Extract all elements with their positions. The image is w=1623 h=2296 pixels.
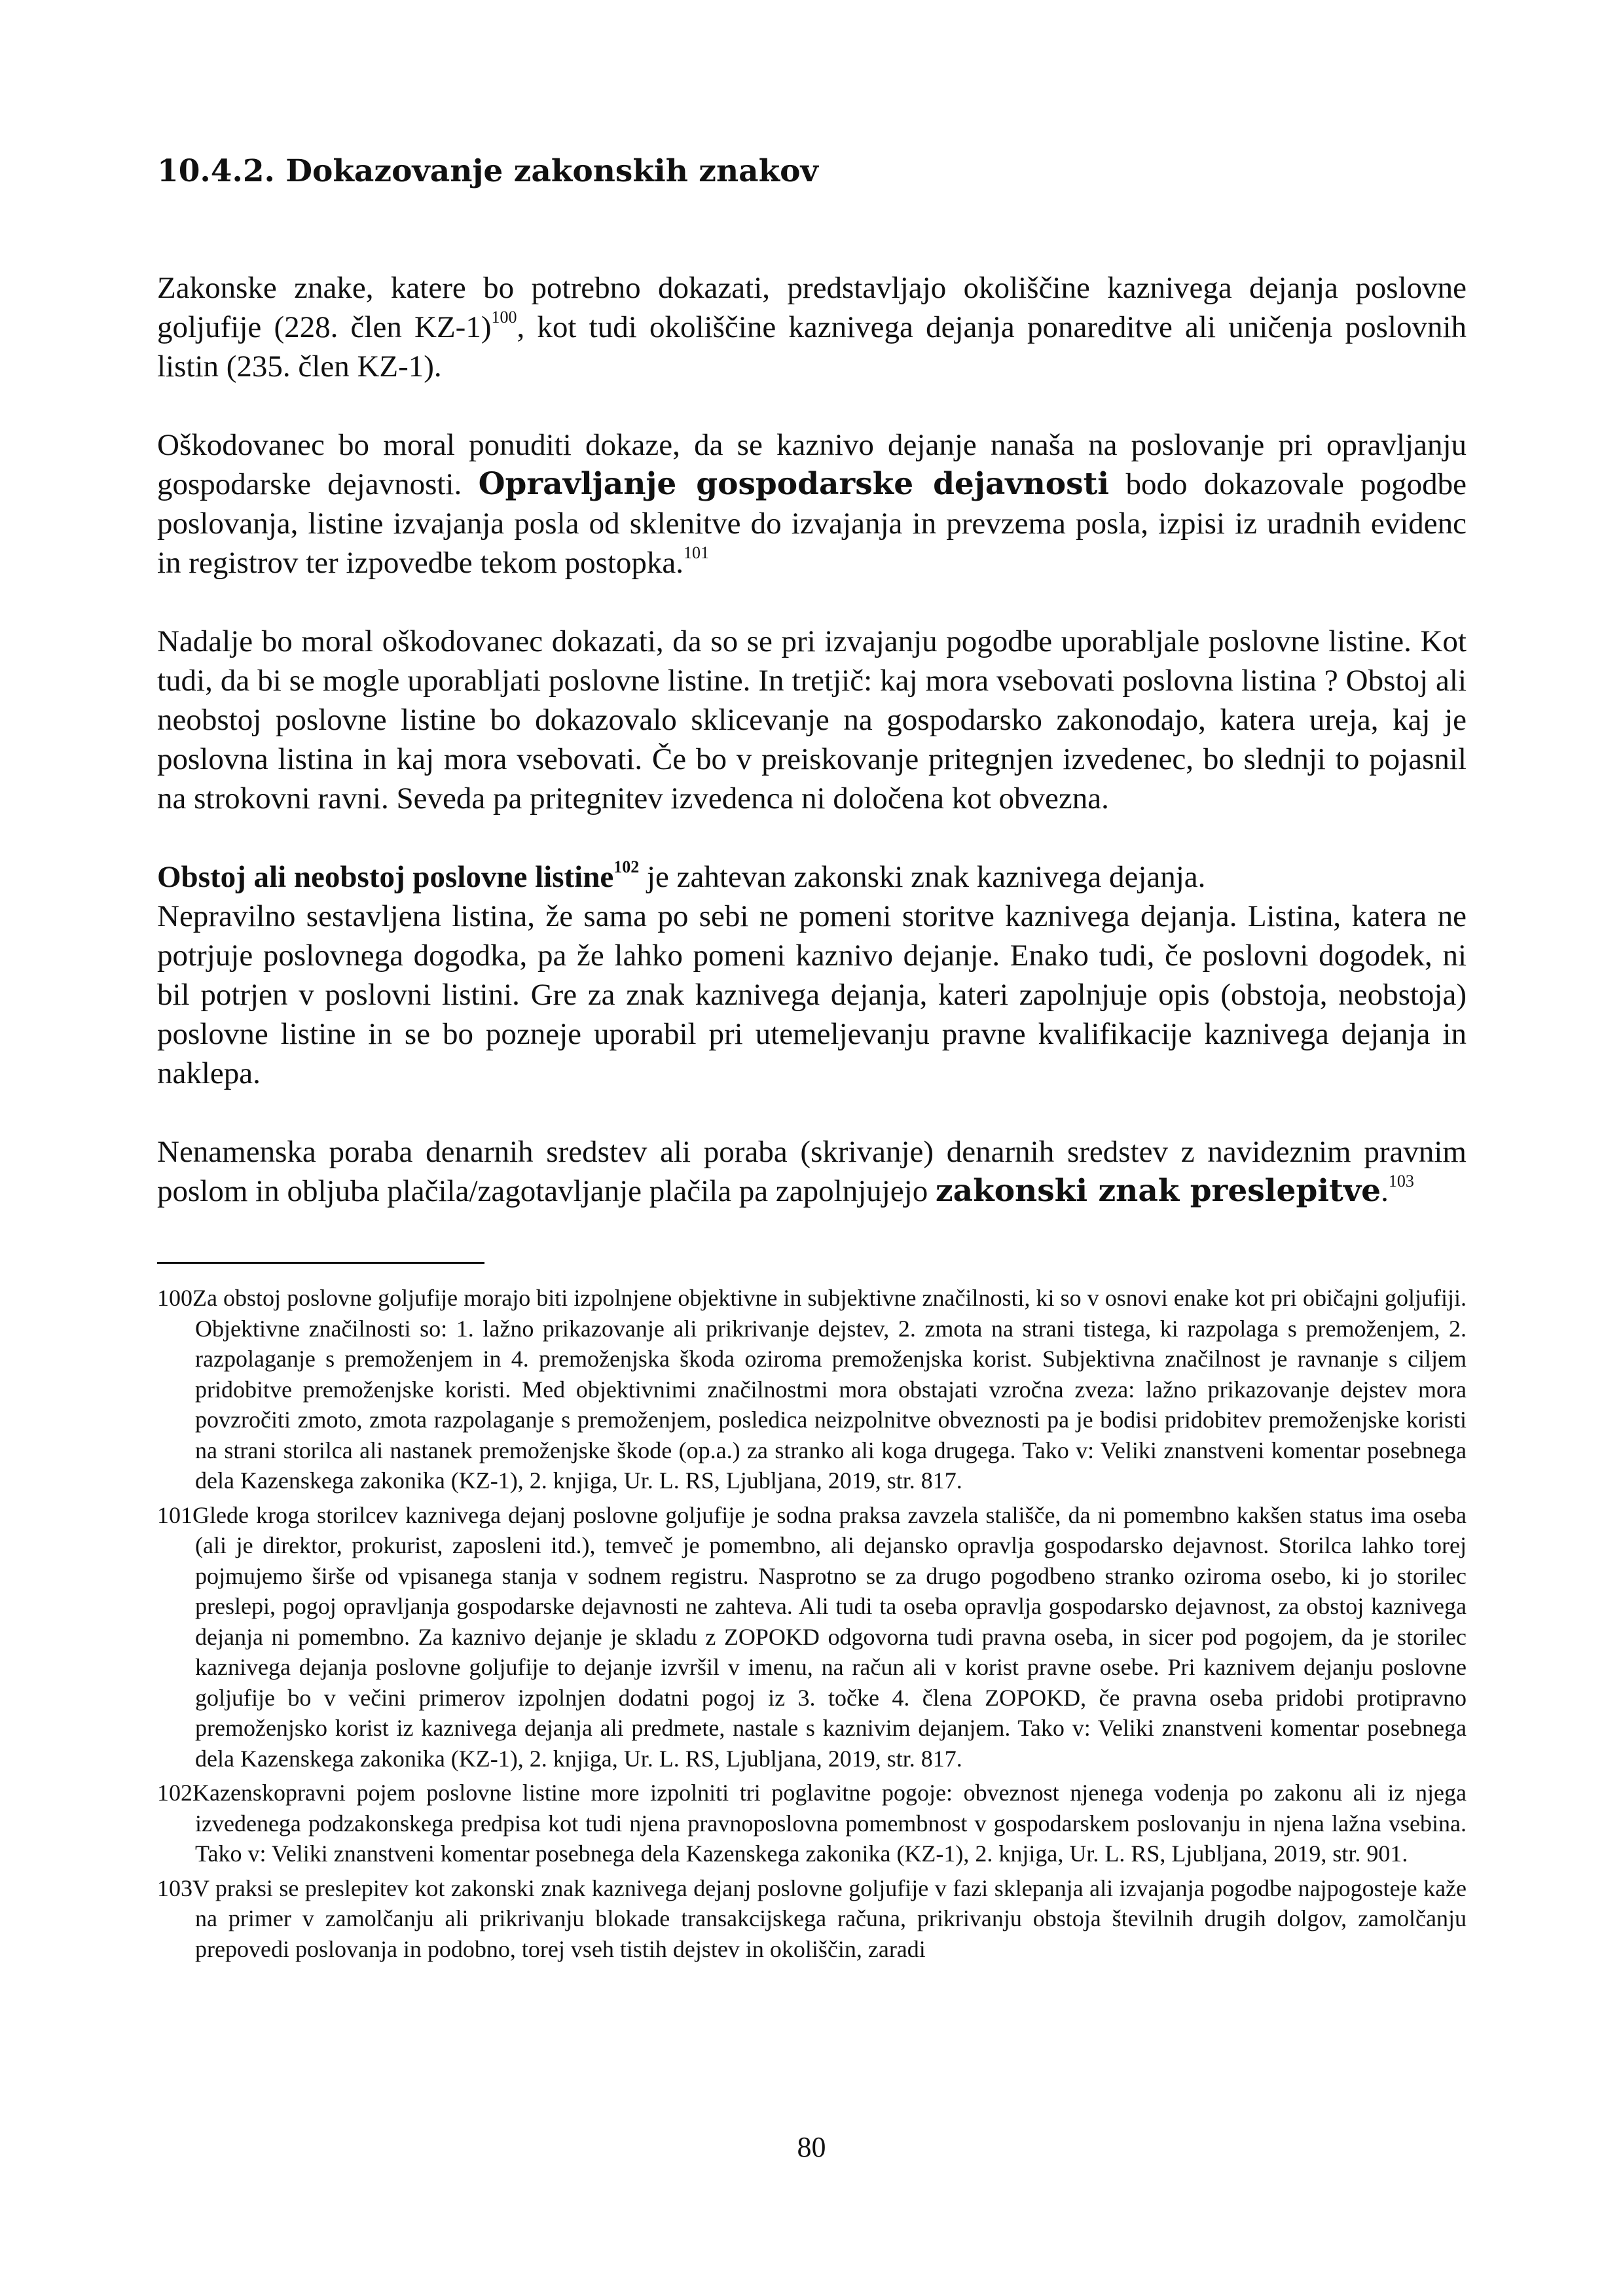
footnote-102: 102Kazenskopravni pojem poslovne listine more izpolniti tri poglavitne pogoje: obveznost njenega vodenja po zakonu ali iz njega izvedenega podzakonskega predpisa kot tudi njena pravnoposlovna pomembnost v gospodarskem poslovanju in njena lažna vsebina. Tako v: Veliki znanstveni komentar posebnega dela Kazenskega zakonika (KZ-1), 2. knjiga, Ur. L. RS, Ljubljana, 2019, str. 901.	[157, 1780, 1467, 1867]
paragraph-3: Nadalje bo moral oškodovanec dokazati, da so se pri izvajanju pogodbe uporabljale poslovne listine. Kot tudi, da bi se mogle uporabljati poslovne listine. In tretjič: kaj mora vsebovati poslovna listina ? Obstoj ali neobstoj poslovne listine bo dokazovalo sklicevanje na gospodarsko zakonodajo, katera ureja, kaj je poslovna listina in kaj mora vsebovati. Če bo v preiskovanje pritegnjen izvedenec, bo slednji to pojasnil na strokovni ravni. Seveda pa pritegnitev izvedenca ni določena kot obvezna.	[157, 624, 1467, 816]
section-heading: 10.4.2. Dokazovanje zakonskih znakov	[157, 153, 818, 189]
footnote-ref-103[interactable]: 103	[1388, 1172, 1414, 1191]
body-text	[157, 268, 1467, 1211]
footnote-ref-102[interactable]: 102	[613, 857, 640, 876]
bold-term: Obstoj ali neobstoj poslovne listine	[157, 860, 614, 894]
bold-term: Opravljanje gospodarske dejavnosti	[478, 466, 1110, 502]
footnotes	[157, 1283, 1467, 1968]
footnote-separator	[157, 1262, 484, 1264]
page-number: 80	[797, 2131, 826, 2163]
paragraph-6: Nenamenska poraba denarnih sredstev ali poraba (skrivanje) denarnih sredstev z navideznim pravnim poslom in obljuba plačila/zagotavljanje plačila pa zapolnjujejo zakonski znak preslepitve.$^{103}$	[157, 1135, 1467, 1209]
bold-term: zakonski znak preslepitve	[935, 1173, 1381, 1209]
paragraph-1: Zakonske znake, katere bo potrebno dokazati, predstavljajo okoliščine kaznivega dejanja poslovne goljufije (228. člen KZ-1)$^{100}$, kot tudi okoliščine kaznivega dejanja ponareditve ali uničenja poslovnih listin (235. člen KZ-1).	[157, 271, 1467, 384]
footnote-101: 101Glede kroga storilcev kaznivega dejanj poslovne goljufije je sodna praksa zavzela stališče, da ni pomembno kakšen status ima oseba (ali je direktor, prokurist, zaposleni itd.), temveč je pomembno, ali dejansko opravlja gospodarsko dejavnost. Storilca lahko torej pojmujemo širše od vpisanega stanja v sodnem registru. Nasprotno se za drugo pogodbeno stranko oziroma osebo, ki jo storilec preslepi, pogoj opravljanja gospodarske dejavnosti ne zahteva. Ali tudi ta oseba opravlja gospodarsko dejavnost, za obstoj kaznivega dejanja ni pomembno. Za kaznivo dejanje je skladu z ZOPOKD odgovorna tudi pravna oseba, in sicer pod pogojem, da je storilec kaznivega dejanja poslovne goljufije to dejanje izvršil v imenu, na račun ali v korist pravne osebe. Pri kaznivem dejanju poslovne goljufije bo v večini primerov izpolnjen dodatni pogoj iz 3. točke 4. člena ZOPOKD, če pravna oseba pridobi protipravno premoženjsko korist iz kaznivega dejanja ali predmete, nastale s kaznivim dejanjem. Tako v: Veliki znanstveni komentar posebnega dela Kazenskega zakonika (KZ-1), 2. knjiga, Ur. L. RS, Ljubljana, 2019, str. 817.	[157, 1501, 1467, 1772]
paragraph-5: Nepravilno sestavljena listina, že sama po sebi ne pomeni storitve kaznivega dejanja. Listina, katera ne potrjuje poslovnega dogodka, pa že lahko pomeni kaznivo dejanje. Enako tudi, če poslovni dogodek, ni bil potrjen v poslovni listini. Gre za znak kaznivega dejanja, kateri zapolnjuje opis (obstoja, neobstoja) poslovne listine in se bo pozneje uporabil pri utemeljevanju pravne kvalifikacije kaznivega dejanja in naklepa.	[157, 899, 1467, 1090]
footnote-103: 103V praksi se preslepitev kot zakonski znak kaznivega dejanj poslovne goljufije v fazi sklepanja ali izvajanja pogodbe najpogosteje kaže na primer v zamolčanju ali prikrivanju blokade transakcijskega računa, prikrivanju obstoja številnih drugih dolgov, zamolčanju prepovedi poslovanja in podobno, torej vseh tistih dejstev in okoliščin, zaradi	[157, 1874, 1467, 1962]
footnote-ref-101[interactable]: 101	[684, 543, 710, 562]
paragraph-2: Oškodovanec bo moral ponuditi dokaze, da se kaznivo dejanje nanaša na poslovanje pri opravljanju gospodarske dejavnosti. Opravljanje gospodarske dejavnosti bodo dokazovale pogodbe poslovanja, listine izvajanja posla od sklenitve do izvajanja in prevzema posla, izpisi iz uradnih evidenc in registrov ter izpovedbe tekom postopka.$^{101}$	[157, 428, 1467, 580]
footnote-ref-100[interactable]: 100	[491, 308, 517, 327]
footnote-100: 100Za obstoj poslovne goljufije morajo biti izpolnjene objektivne in subjektivne značilnosti, ki so v osnovi enake kot pri običajni goljufiji. Objektivne značilnosti so: 1. lažno prikazovanje ali prikrivanje dejstev, 2. zmota na strani tistega, ki razpolaga s premoženjem, 2. razpolaganje s premoženjem in 4. premoženjska škoda oziroma premoženjska korist. Subjektivna značilnost je ravnanje s ciljem pridobitve premoženjske koristi. Med objektivnimi značilnostmi mora obstajati vzročna zveza: lažno prikazovanje dejstev mora povzročiti zmoto, zmota razpolaganje s premoženjem, posledica neizpolnitve obveznosti pa je bodisi pridobitev premoženjske koristi na strani storilca ali nastanek premoženjske škode (op.a.) za stranko ali koga drugega. Tako v: Veliki znanstveni komentar posebnega dela Kazenskega zakonika (KZ-1), 2. knjiga, Ur. L. RS, Ljubljana, 2019, str. 817.	[157, 1285, 1467, 1494]
paragraph-4: Obstoj ali neobstoj poslovne listine$^{102}$ je zahtevan zakonski znak kaznivega dejanja.	[157, 857, 1206, 894]
